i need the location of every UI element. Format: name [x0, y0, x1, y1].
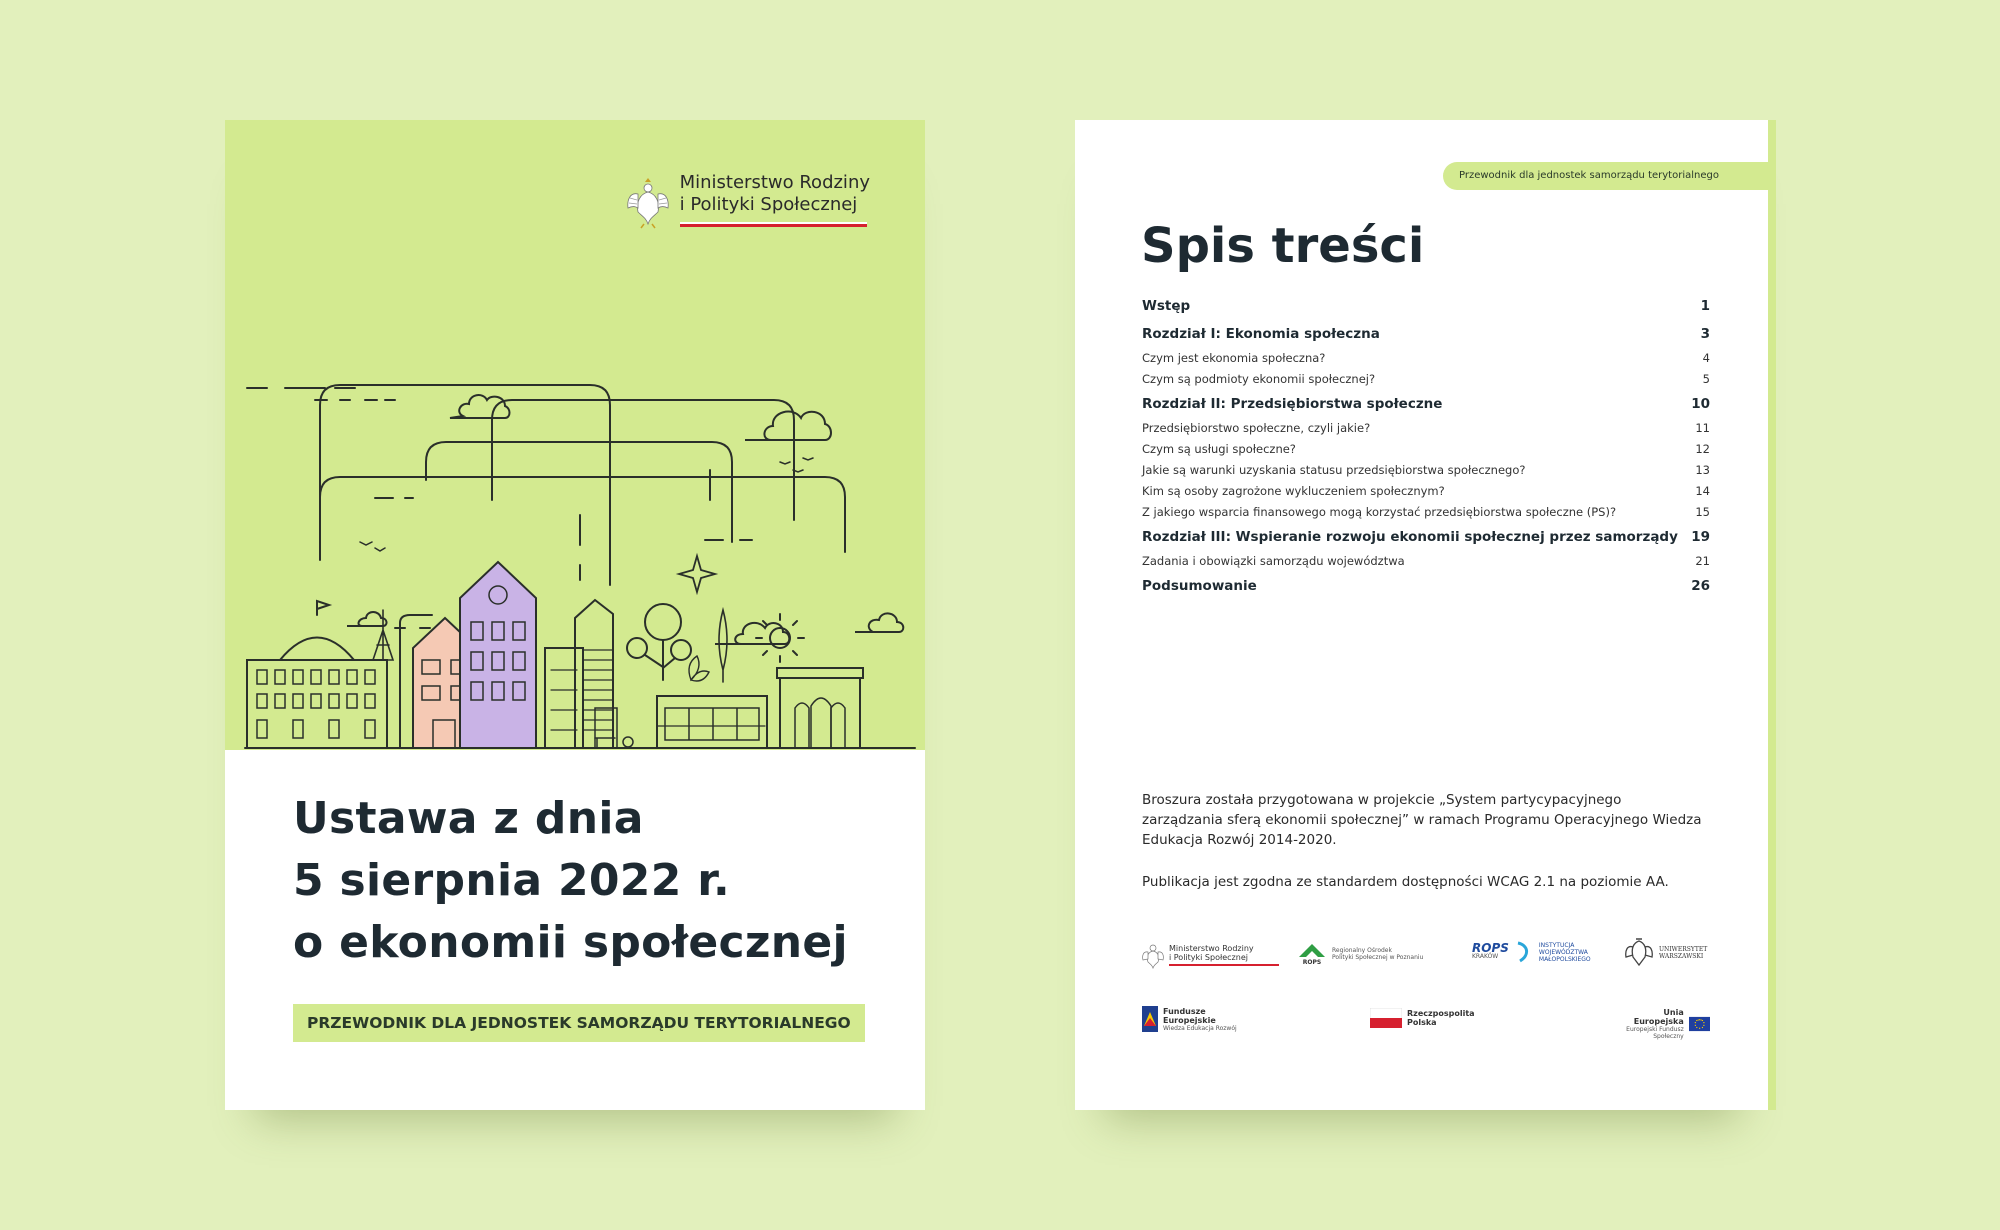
header-pill: Przewodnik dla jednostek samorządu terytorialnego — [1443, 162, 1768, 190]
flag-bar — [1169, 964, 1279, 966]
toc-list — [1142, 292, 1710, 600]
eagle-emblem-icon — [1142, 941, 1164, 969]
toc-entry[interactable]: Podsumowanie 26 — [1142, 578, 1710, 594]
ministry-name-line2: i Polityki Społecznej — [679, 194, 858, 215]
cover-title-line3: o ekonomii społecznej — [293, 917, 848, 968]
fe-flag-icon — [1142, 1006, 1158, 1032]
cover-subtitle-band: PRZEWODNIK DLA JEDNOSTEK SAMORZĄDU TERYTORIALNEGO — [293, 1004, 865, 1042]
swoosh-icon — [1514, 941, 1534, 963]
ministry-name-line1: Ministerstwo Rodziny — [679, 172, 870, 193]
publication-info — [1142, 790, 1702, 914]
toc-entry[interactable]: Czym jest ekonomia społeczna? 4 — [1142, 351, 1710, 365]
toc-entry[interactable]: Jakie są warunki uzyskania statusu przedsiębiorstwa społecznego? 13 — [1142, 463, 1710, 477]
logo-text: ROPS — [1302, 959, 1322, 966]
flag-bar — [680, 222, 867, 227]
toc-entry[interactable]: Kim są osoby zagrożone wykluczeniem społecznym? 14 — [1142, 484, 1710, 498]
partner-logos-row — [1142, 935, 1710, 975]
logo-text: Fundusze — [1163, 1006, 1206, 1016]
unia-europejska-logo — [1620, 1008, 1710, 1040]
cover-illustration-area — [225, 120, 925, 750]
rops-arrow-icon — [1297, 941, 1327, 959]
logo-text: UNIWERSYTET — [1659, 946, 1708, 953]
info-paragraph: Publikacja jest zgodna ze standardem dostępności WCAG 2.1 na poziomie AA. — [1142, 874, 1669, 890]
rzeczpospolita-logo — [1370, 1008, 1475, 1028]
rops-poznan-logo — [1297, 941, 1423, 966]
logo-text: WARSZAWSKI — [1659, 953, 1704, 960]
ministry-logo — [626, 172, 870, 230]
cover-title-line2: 5 sierpnia 2022 r. — [293, 855, 730, 906]
logo-text: Rzeczpospolita — [1407, 1009, 1475, 1018]
toc-entry[interactable]: Wstęp 1 — [1142, 298, 1710, 314]
toc-entry[interactable]: Przedsiębiorstwo społeczne, czyli jakie? 11 — [1142, 421, 1710, 435]
cover-title — [293, 788, 848, 974]
logo-text: KRAKÓW — [1472, 953, 1499, 960]
eagle-emblem-icon — [1624, 937, 1654, 969]
eagle-emblem-icon — [626, 172, 670, 230]
rops-krakow-logo — [1472, 941, 1591, 963]
logo-text: Unia Europejska — [1633, 1008, 1684, 1026]
page-edge-stripe — [1768, 120, 1776, 1110]
logo-text: Europejskie — [1163, 1015, 1216, 1025]
toc-entry[interactable]: Rozdział II: Przedsiębiorstwa społeczne 10 — [1142, 396, 1710, 412]
fundusze-europejskie-logo — [1142, 1006, 1237, 1032]
city-line-illustration — [225, 250, 925, 750]
logo-text: WOJEWÓDZTWA — [1538, 948, 1588, 956]
logo-text: MAŁOPOLSKIEGO — [1538, 955, 1591, 963]
info-paragraph: Broszura została przygotowana w projekcie „System partycypacyjnego zarządzania sferą ekonomii społecznej” w ramach Programu Operacyjnego Wiedza Edukacja Rozwój 2014-2020. — [1142, 792, 1702, 848]
logo-text: Polityki Społecznej w Poznaniu — [1332, 953, 1424, 961]
funding-logos-row — [1142, 1002, 1710, 1038]
cover-title-line1: Ustawa z dnia — [293, 793, 644, 844]
logo-text: ROPS — [1472, 941, 1509, 955]
toc-heading: Spis treści — [1141, 218, 1425, 274]
toc-page — [1075, 120, 1768, 1110]
eu-flag-icon — [1689, 1014, 1710, 1034]
toc-entry[interactable]: Rozdział I: Ekonomia społeczna 3 — [1142, 326, 1710, 342]
logo-text: INSTYTUCJA — [1538, 941, 1575, 949]
ministry-small-logo — [1142, 941, 1279, 969]
toc-entry[interactable]: Czym są podmioty ekonomii społecznej? 5 — [1142, 372, 1710, 386]
logo-text: Ministerstwo Rodziny — [1169, 944, 1254, 953]
logo-text: Wiedza Edukacja Rozwój — [1163, 1024, 1237, 1032]
toc-entry[interactable]: Z jakiego wsparcia finansowego mogą korzystać przedsiębiorstwa społeczne (PS)? 15 — [1142, 505, 1710, 519]
logo-text: Polska — [1407, 1018, 1437, 1027]
toc-entry[interactable]: Czym są usługi społeczne? 12 — [1142, 442, 1710, 456]
logo-text: Regionalny Ośrodek — [1332, 946, 1392, 954]
toc-entry[interactable]: Zadania i obowiązki samorządu województwa 21 — [1142, 554, 1710, 568]
toc-entry[interactable]: Rozdział III: Wspieranie rozwoju ekonomii społecznej przez samorządy 19 — [1142, 529, 1710, 545]
logo-text: i Polityki Społecznej — [1169, 953, 1248, 962]
logo-text: Europejski Fundusz Społeczny — [1626, 1026, 1684, 1040]
uw-logo — [1624, 937, 1707, 969]
polish-flag-icon — [1370, 1008, 1402, 1028]
cover-page — [225, 120, 925, 1110]
